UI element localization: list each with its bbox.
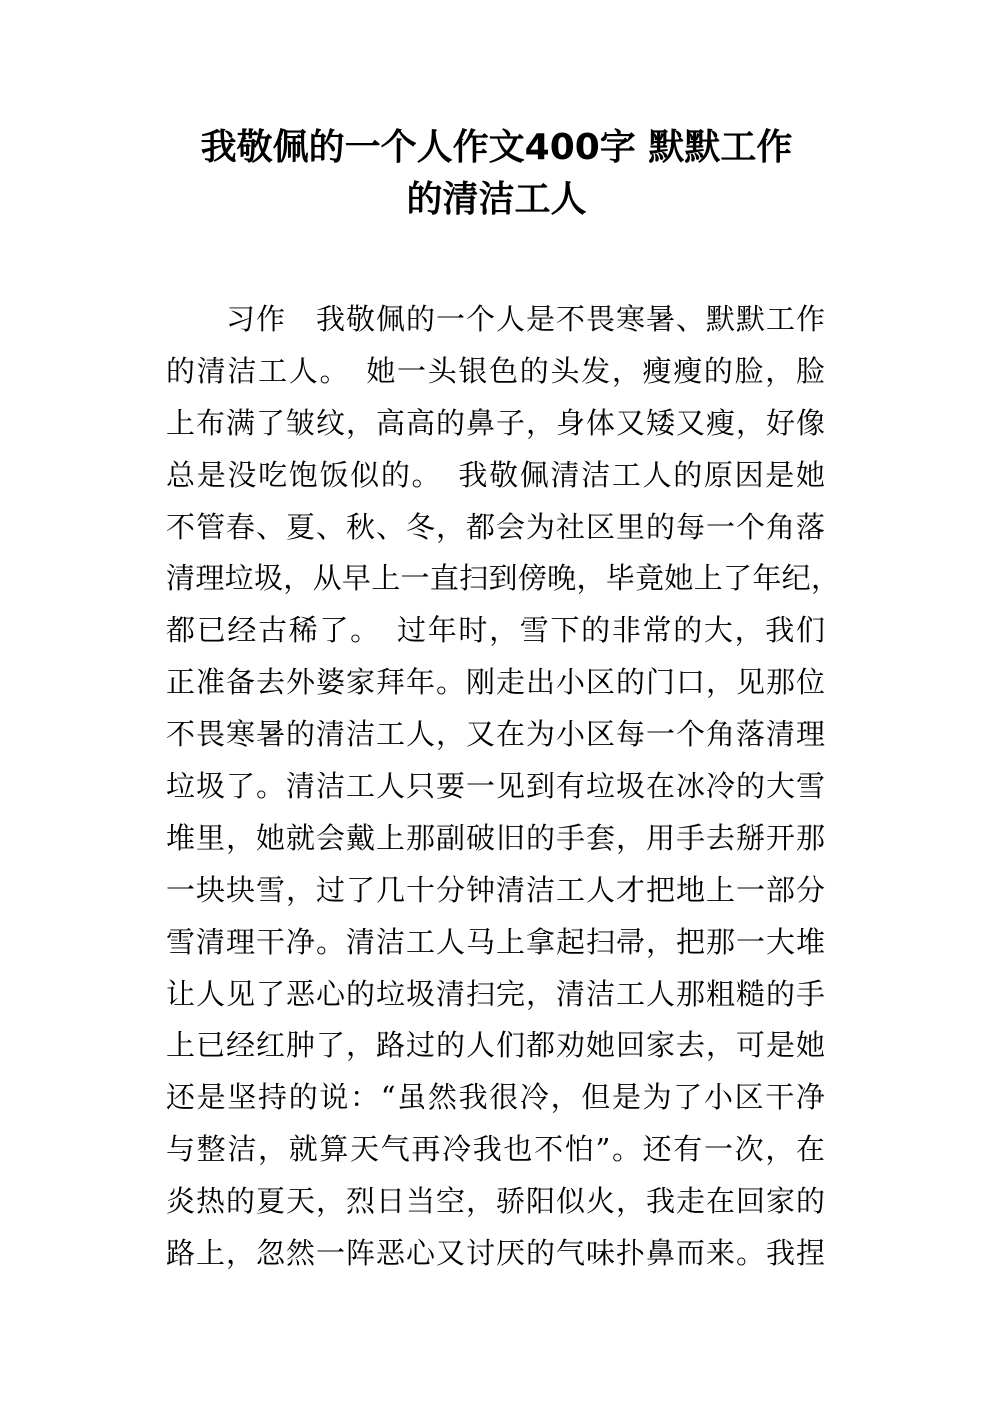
body-line: 垃圾了。清洁工人只要一见到有垃圾在冰冷的大雪	[166, 769, 825, 804]
body-line: 让人见了恶心的垃圾清扫完，清洁工人那粗糙的手	[166, 976, 825, 1011]
body-line: 炎热的夏天，烈日当空，骄阳似火，我走在回家的	[166, 1184, 825, 1219]
document-title-line-1: 我敬佩的一个人作文400字 默默工作	[200, 127, 793, 168]
body-line: 总是没吃饱饭似的。 我敬佩清洁工人的原因是她	[166, 457, 825, 492]
body-line: 清理垃圾，从早上一直扫到傍晚，毕竟她上了年纪，	[166, 561, 840, 596]
body-line: 上布满了皱纹，高高的鼻子，身体又矮又瘦，好像	[166, 405, 825, 440]
body-line: 都已经古稀了。 过年时，雪下的非常的大，我们	[166, 613, 825, 648]
body-line: 习作 我敬佩的一个人是不畏寒暑、默默工作	[166, 302, 825, 336]
body-line: 正准备去外婆家拜年。刚走出小区的门口，见那位	[166, 665, 825, 700]
body-line: 雪清理干净。清洁工人马上拿起扫帚，把那一大堆	[166, 924, 825, 959]
body-line: 堆里，她就会戴上那副破旧的手套，用手去掰开那	[166, 820, 825, 855]
body-line: 路上，忽然一阵恶心又讨厌的气味扑鼻而来。我捏	[166, 1236, 825, 1271]
document-body	[166, 294, 840, 1280]
body-line: 一块块雪，过了几十分钟清洁工人才把地上一部分	[166, 872, 825, 907]
body-line: 不畏寒暑的清洁工人，又在为小区每一个角落清理	[166, 717, 825, 752]
body-line: 的清洁工人。 她一头银色的头发，瘦瘦的脸，脸	[166, 353, 825, 388]
body-line: 上已经红肿了，路过的人们都劝她回家去，可是她	[166, 1028, 825, 1063]
body-line: 不管春、夏、秋、冬，都会为社区里的每一个角落	[166, 509, 825, 544]
body-line: 与整洁，就算天气再冷我也不怕”。还有一次，在	[166, 1132, 825, 1167]
body-line: 还是坚持的说：“虽然我很冷，但是为了小区干净	[166, 1080, 825, 1115]
document-title-line-2: 的清洁工人	[406, 179, 587, 220]
